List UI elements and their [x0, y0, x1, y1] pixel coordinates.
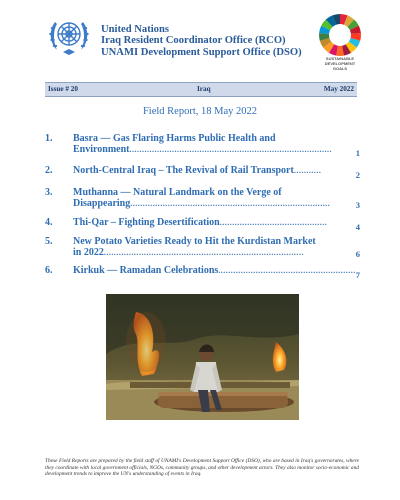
issue-location: Iraq	[197, 85, 211, 93]
toc-leader: ................................................................................	[130, 199, 331, 209]
sdg-caption-line: SUSTAINABLE	[325, 56, 355, 61]
sdg-caption-line: DEVELOPMENT	[324, 61, 356, 66]
toc-page-number: 2	[355, 169, 360, 180]
toc-item-basra[interactable]	[45, 133, 360, 159]
toc-item-muthanna[interactable]	[45, 187, 360, 211]
report-title: Field Report, 18 May 2022	[142, 106, 258, 117]
toc-number: 5.	[45, 236, 53, 247]
organization-name	[101, 24, 302, 58]
toc-number: 6.	[45, 265, 53, 276]
toc-title-line: Kirkuk — Ramadan Celebrations	[73, 265, 219, 276]
toc-title-line: New Potato Varieties Ready to Hit the Kurdistan Market	[73, 236, 316, 247]
toc-leader: .......................................................	[218, 266, 356, 275]
toc-title-line: Thi-Qar – Fighting Desertification	[73, 217, 220, 228]
cover-photo	[106, 294, 299, 420]
toc-leader: ................................................................................	[103, 248, 304, 258]
issue-date: May 2022	[323, 85, 354, 93]
toc-leader: .................................................................................	[129, 145, 332, 155]
toc-item-thiqar[interactable]	[45, 217, 360, 233]
org-line-rco: Iraq Resident Coordinator Office (RCO)	[101, 35, 286, 47]
sdg-wheel-icon	[318, 13, 362, 57]
toc-page-number: 4	[355, 221, 360, 232]
org-line-dso: UNAMI Development Support Office (DSO)	[101, 46, 302, 58]
table-of-contents	[45, 133, 360, 281]
toc-number: 4.	[45, 217, 53, 228]
sdg-caption	[309, 56, 371, 71]
sdg-caption-line: GOALS	[332, 66, 348, 71]
toc-title-line: in 2022	[73, 247, 104, 259]
un-emblem-icon	[45, 14, 93, 58]
org-line-un: United Nations	[101, 24, 169, 35]
toc-number: 3.	[45, 187, 53, 198]
toc-title-line: North-Central Iraq – The Revival of Rail Transport	[73, 165, 294, 176]
toc-number: 1.	[45, 133, 53, 144]
toc-page-number: 3	[355, 199, 360, 210]
toc-title-line: Environment	[73, 144, 130, 156]
toc-item-rail[interactable]	[45, 165, 360, 181]
report-header	[0, 0, 400, 80]
issue-number: Issue # 20	[48, 85, 78, 93]
toc-item-potato[interactable]	[45, 236, 360, 260]
toc-item-kirkuk[interactable]	[45, 265, 360, 281]
toc-page-number: 1	[355, 147, 360, 158]
toc-leader: ...........	[293, 166, 322, 175]
toc-title-line: Muthanna — Natural Landmark on the Verge of	[73, 187, 282, 198]
toc-leader: ...........................................	[219, 218, 328, 227]
toc-page-number: 7	[355, 269, 360, 280]
toc-title-line: Disappearing	[73, 198, 131, 210]
footer-note: These Field Reports are prepared by the field staff of UNAMI's Development Support Office (DSO), who are based in Iraq's governorates, where they coordinate with local government officials, NGOs, community groups, and other development actors. They also monitor socio-economic and development trends to improve the UN's understanding of events in Iraq.	[45, 458, 359, 478]
toc-page-number: 6	[355, 248, 360, 259]
toc-title-line: Basra — Gas Flaring Harms Public Health and	[73, 133, 276, 144]
toc-number: 2.	[45, 165, 53, 176]
issue-bar	[45, 82, 357, 97]
